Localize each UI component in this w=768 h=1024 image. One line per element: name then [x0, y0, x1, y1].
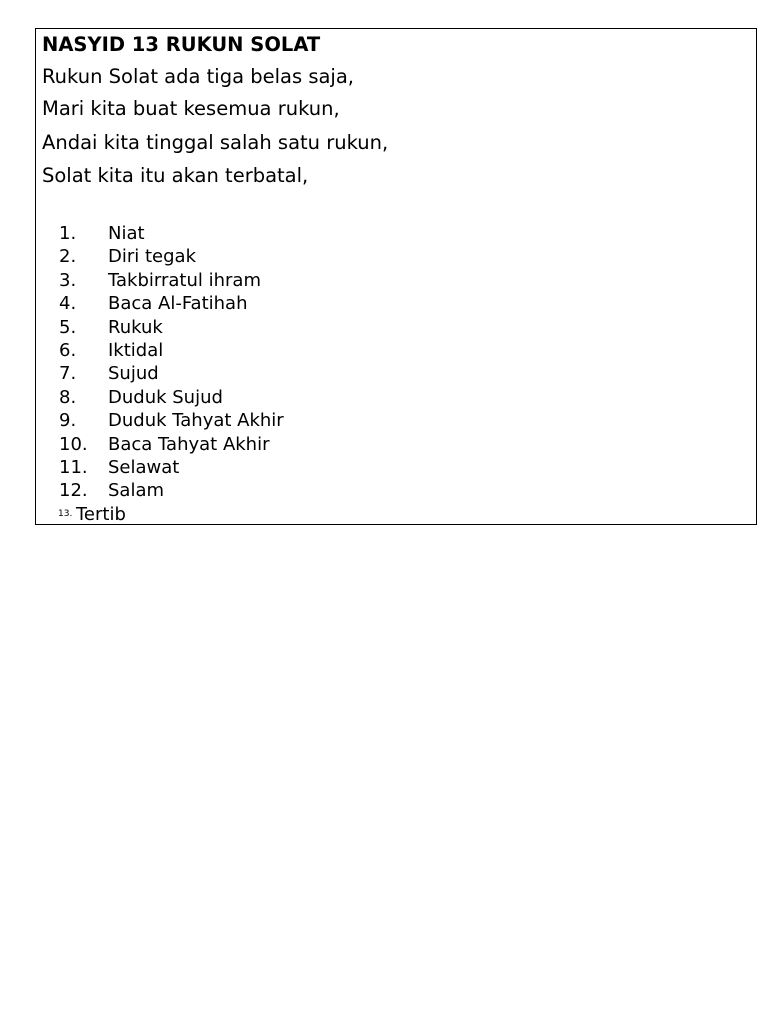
document-box [35, 28, 757, 525]
list-text: Duduk Sujud [108, 386, 223, 408]
list-text: Tertib [76, 503, 126, 525]
list-text: Duduk Tahyat Akhir [108, 410, 284, 432]
list-text: Baca Tahyat Akhir [108, 433, 270, 455]
list-text: Selawat [108, 456, 180, 478]
list-number: 11. [59, 456, 88, 478]
document-title: NASYID 13 RUKUN SOLAT [42, 33, 321, 56]
list-text: Iktidal [108, 339, 164, 361]
list-number: 5. [59, 316, 77, 338]
list-text: Rukuk [108, 316, 163, 338]
list-number: 4. [59, 293, 77, 315]
verse-line: Mari kita buat kesemua rukun, [42, 97, 340, 120]
list-text: Baca Al-Fatihah [108, 293, 248, 315]
list-number: 13. [58, 508, 73, 519]
list-number: 10. [59, 433, 88, 455]
list-number: 2. [59, 246, 77, 268]
verse-line: Andai kita tinggal salah satu rukun, [42, 131, 389, 154]
list-text: Takbirratul ihram [108, 269, 261, 291]
list-text: Niat [108, 223, 145, 244]
list-number: 8. [59, 386, 77, 408]
list-number: 12. [59, 480, 88, 502]
list-number: 3. [59, 269, 77, 291]
list-number: 9. [59, 410, 77, 432]
list-number: 7. [59, 363, 77, 385]
list-text: Diri tegak [108, 246, 196, 268]
list-number: 6. [59, 339, 77, 361]
list-text: Salam [108, 480, 165, 502]
verse-line: Rukun Solat ada tiga belas saja, [42, 65, 354, 88]
list-text: Sujud [108, 363, 159, 385]
list-number: 1. [59, 223, 77, 244]
verse-line: Solat kita itu akan terbatal, [42, 164, 309, 187]
